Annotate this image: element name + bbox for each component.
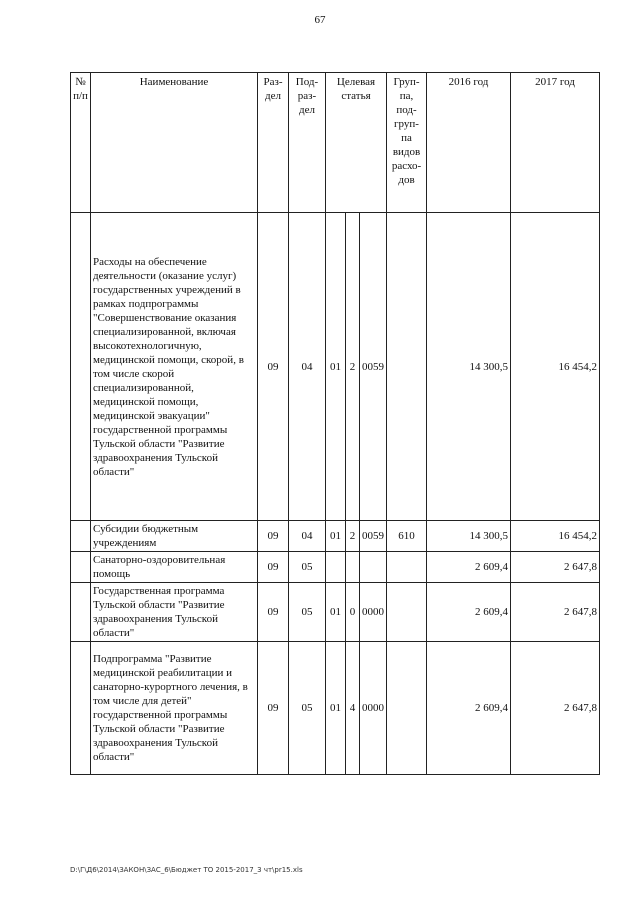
row-subsection: 05 [289,583,326,642]
row-ts-direction: 0000 [360,583,387,642]
row-2016: 2 609,4 [427,642,511,775]
row-ts-program: 01 [326,583,346,642]
page-number: 67 [314,14,326,26]
header-2017: 2017 год [511,73,600,213]
header-section: Раз-дел [258,73,289,213]
row-name: Подпрограмма "Развитие медицинской реабилитации и санаторно-курортного лечения, в том числе для детей" государственной программы Тульской области "Развитие здравоохранения Тульской области" [91,642,258,775]
row-section: 09 [258,642,289,775]
row-name: Расходы на обеспечение деятельности (оказание услуг) государственных учреждений в рамках подпрограммы "Совершенствование оказания специализированной, включая высокотехнологичную, медицинской помощи, скорой, в том числе скорой специализированной, медицинской помощи, медицинской эвакуации" государственной программы Тульской области "Развитие здравоохранения Тульской области" [91,213,258,521]
row-section: 09 [258,552,289,583]
row-name: Санаторно-оздоровительная помощь [91,552,258,583]
row-group [387,583,427,642]
row-name: Государственная программа Тульской области "Развитие здравоохранения Тульской области" [91,583,258,642]
row-subsection: 04 [289,213,326,521]
row-section: 09 [258,521,289,552]
table-row [71,213,600,521]
table-row [71,552,600,583]
row-ts-direction [360,552,387,583]
table-row [71,521,600,552]
header-target-article: Целевая статья [326,73,387,213]
row-group [387,642,427,775]
row-ts-subprogram: 2 [346,521,360,552]
row-num [71,213,91,521]
row-ts-subprogram: 2 [346,213,360,521]
row-ts-subprogram: 0 [346,583,360,642]
header-name: Наименование [91,73,258,213]
header-subsection: Под-раз-дел [289,73,326,213]
row-group [387,552,427,583]
row-group: 610 [387,521,427,552]
row-ts-program [326,552,346,583]
row-num [71,521,91,552]
header-expense-group: Груп-па, под-груп-па видов расхо-дов [387,73,427,213]
row-2017: 2 647,8 [511,642,600,775]
row-section: 09 [258,213,289,521]
row-ts-subprogram: 4 [346,642,360,775]
row-ts-program: 01 [326,521,346,552]
row-ts-direction: 0059 [360,521,387,552]
row-2017: 2 647,8 [511,583,600,642]
row-2017: 2 647,8 [511,552,600,583]
row-group [387,213,427,521]
table-row [71,583,600,642]
row-2016: 2 609,4 [427,583,511,642]
budget-table [70,72,600,775]
row-ts-program: 01 [326,213,346,521]
row-2016: 14 300,5 [427,521,511,552]
footer-file-path: D:\Г\Д6\2014\ЗАКОН\ЗАС_6\Бюджет ТО 2015-2017_3 чт\pr15.xls [70,866,303,874]
row-num [71,583,91,642]
row-subsection: 04 [289,521,326,552]
table-row [71,642,600,775]
row-2017: 16 454,2 [511,521,600,552]
table-header-row [71,73,600,213]
row-ts-program: 01 [326,642,346,775]
header-2016: 2016 год [427,73,511,213]
row-num [71,552,91,583]
row-subsection: 05 [289,552,326,583]
row-subsection: 05 [289,642,326,775]
row-2016: 14 300,5 [427,213,511,521]
header-num: № п/п [71,73,91,213]
row-ts-direction: 0059 [360,213,387,521]
row-2016: 2 609,4 [427,552,511,583]
row-ts-direction: 0000 [360,642,387,775]
row-name: Субсидии бюджетным учреждениям [91,521,258,552]
row-ts-subprogram [346,552,360,583]
row-section: 09 [258,583,289,642]
row-num [71,642,91,775]
row-2017: 16 454,2 [511,213,600,521]
